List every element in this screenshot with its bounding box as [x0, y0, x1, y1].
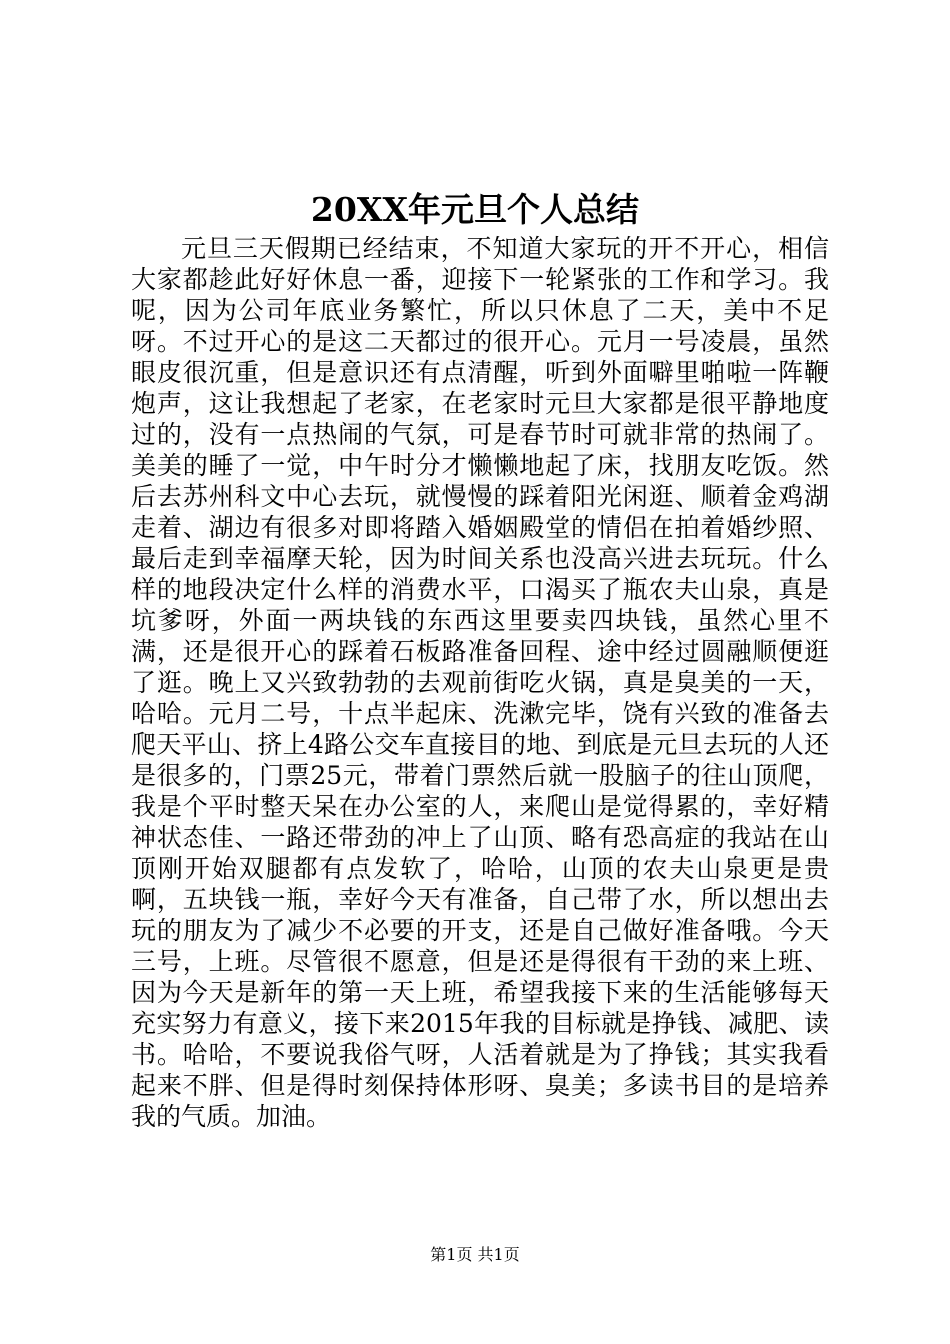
document-body: 元旦三天假期已经结束，不知道大家玩的开不开心，相信大家都趁此好好休息一番，迎接下一轮紧张的工作和学习。我呢，因为公司年底业务繁忙，所以只休息了二天，美中不足呀。不过开心的是这二天都过的很开心。元月一号凌晨，虽然眼皮很沉重，但是意识还有点清醒，听到外面噼里啪啦一阵鞭炮声，这让我想起了老家，在老家时元旦大家都是很平静地度过的，没有一点热闹的气氛，可是春节时可就非常的热闹了。美美的睡了一觉，中午时分才懒懒地起了床，找朋友吃饭。然后去苏州科文中心去玩，就慢慢的踩着阳光闲逛、顺着金鸡湖走着、湖边有很多对即将踏入婚姻殿堂的情侣在拍着婚纱照、最后走到幸福摩天轮，因为时间关系也没高兴进去玩玩。什么样的地段决定什么样的消费水平，口渴买了瓶农夫山泉，真是坑爹呀，外面一两块钱的东西这里要卖四块钱，虽然心里不满，还是很开心的踩着石板路准备回程、途中经过圆融顺便逛了逛。晚上又兴致勃勃的去观前街吃火锅，真是臭美的一天，哈哈。元月二号，十点半起床、洗漱完毕，饶有兴致的准备去爬天平山、挤上4路公交车直接目的地、到底是元旦去玩的人还是很多的，门票25元，带着门票然后就一股脑子的往山顶爬，我是个平时整天呆在办公室的人，来爬山是觉得累的，幸好精神状态佳、一路还带劲的冲上了山顶、略有恐高症的我站在山顶刚开始双腿都有点发软了，哈哈，山顶的农夫山泉更是贵啊，五块钱一瓶，幸好今天有准备，自己带了水，所以想出去玩的朋友为了减少不必要的开支，还是自己做好准备哦。今天三号，上班。尽管很不愿意，但是还是得很有干劲的来上班、因为今天是新年的第一天上班，希望我接下来的生活能够每天充实努力有意义，接下来2015年我的目标就是挣钱、减肥、读书。哈哈，不要说我俗气呀，人活着就是为了挣钱；其实我看起来不胖、但是得时刻保持体形呀、臭美；多读书目的是培养我的气质。加油。 [131, 234, 829, 1131]
document-title: 20XX年元旦个人总结 [310, 190, 640, 229]
page-footer: 第1页 共1页 [430, 1245, 520, 1264]
